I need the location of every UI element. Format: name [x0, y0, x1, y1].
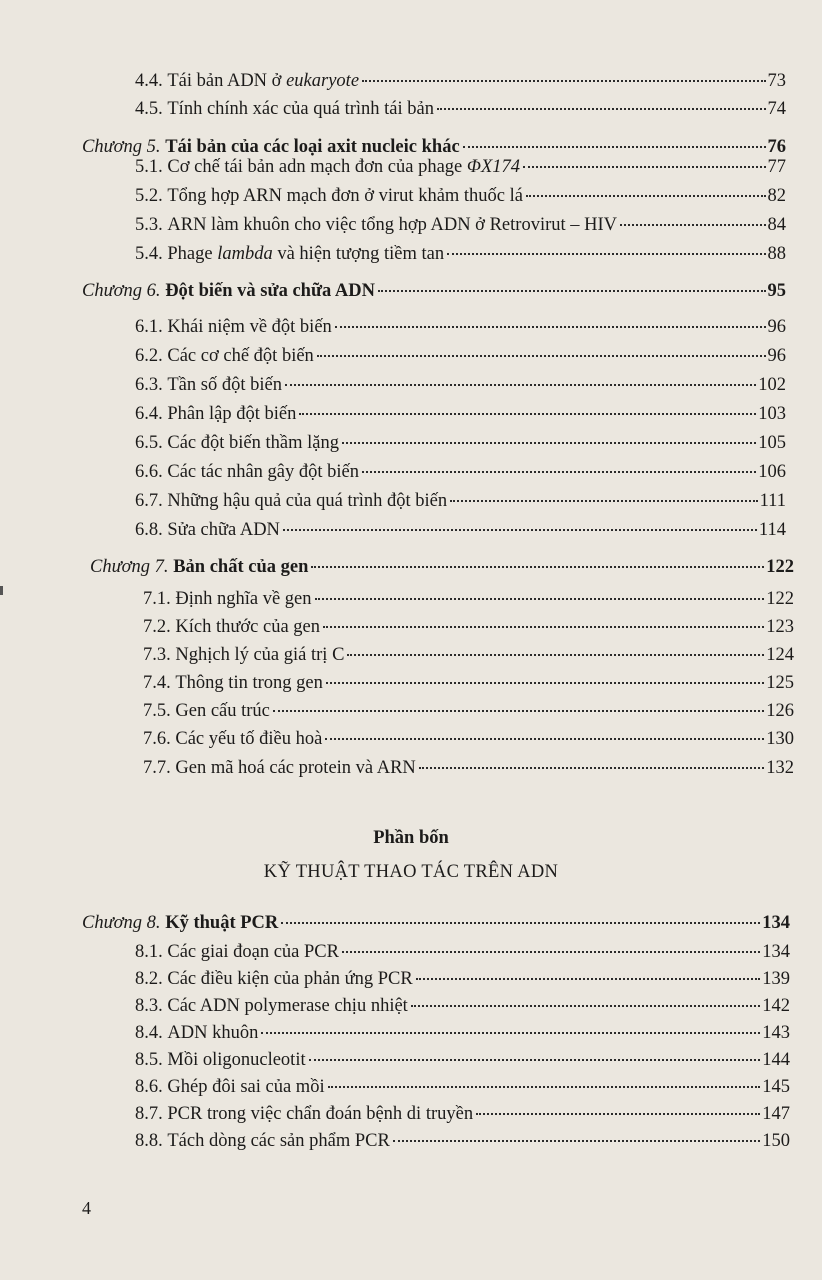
toc-page-number: 102: [758, 375, 786, 395]
toc-section-entry: [135, 519, 786, 541]
dot-leader: [463, 146, 766, 148]
toc-page-number: 77: [767, 157, 786, 177]
section-number: 8.2.: [135, 969, 163, 989]
toc-page-number: 96: [767, 346, 786, 366]
section-title: Các tác nhân gây đột biến: [167, 462, 359, 482]
toc-page-number: 132: [766, 758, 794, 778]
section-title: Tách dòng các sản phẩm PCR: [167, 1131, 390, 1151]
dot-leader: [362, 80, 765, 82]
chapter-label: Chương 6.: [82, 281, 161, 301]
section-number: 6.8.: [135, 520, 163, 540]
section-title: Phage: [167, 244, 218, 264]
chapter-label: Chương 5.: [82, 137, 161, 157]
toc-section-entry: [135, 185, 786, 207]
toc-section-entry: [143, 588, 794, 610]
section-number: 6.6.: [135, 462, 163, 482]
section-number: 6.4.: [135, 404, 163, 424]
section-title: Sửa chữa ADN: [167, 520, 280, 540]
chapter-label: Chương 8.: [82, 913, 161, 933]
section-title: Tần số đột biến: [167, 375, 282, 395]
toc-page-number: 76: [767, 137, 786, 157]
section-number: 6.1.: [135, 317, 163, 337]
section-number: 5.3.: [135, 215, 163, 235]
dot-leader: [309, 1059, 761, 1061]
dot-leader: [335, 326, 766, 328]
section-number: 7.2.: [143, 617, 171, 637]
section-title-emphasis: eukaryote: [286, 71, 360, 91]
section-title: PCR trong việc chẩn đoán bệnh di truyền: [167, 1104, 474, 1124]
section-title: Tính chính xác của quá trình tái bản: [167, 99, 434, 119]
toc-page-number: 114: [758, 520, 786, 540]
dot-leader: [476, 1113, 760, 1115]
section-number: 5.4.: [135, 244, 163, 264]
section-number: 8.8.: [135, 1131, 163, 1151]
toc-page-number: 82: [767, 186, 786, 206]
part-title: KỸ THUẬT THAO TÁC TRÊN ADN: [263, 862, 559, 882]
section-number: 8.5.: [135, 1050, 163, 1070]
section-number: 6.5.: [135, 433, 163, 453]
dot-leader: [378, 290, 766, 292]
section-title: Gen mã hoá các protein và ARN: [175, 758, 416, 778]
section-title: Khái niệm về đột biến: [167, 317, 332, 337]
dot-leader: [326, 682, 764, 684]
dot-leader: [416, 978, 761, 980]
toc-page-number: 142: [762, 996, 790, 1016]
section-title-emphasis: ΦX174: [466, 157, 521, 177]
chapter-title: Bản chất của gen: [173, 557, 309, 577]
section-title: Gen cấu trúc: [175, 701, 270, 721]
section-title: Phân lập đột biến: [167, 404, 297, 424]
toc-page-number: 84: [767, 215, 786, 235]
toc-section-entry: [135, 1022, 790, 1044]
toc-section-entry: [135, 1076, 790, 1098]
section-title: Tổng hợp ARN mạch đơn ở virut khảm thuốc lá: [167, 186, 523, 206]
toc-section-entry: [143, 672, 794, 694]
toc-section-entry: [135, 1049, 790, 1071]
section-title: Ghép đôi sai của mồi: [167, 1077, 325, 1097]
section-number: 8.6.: [135, 1077, 163, 1097]
dot-leader: [317, 355, 766, 357]
dot-leader: [315, 598, 765, 600]
toc-page-number: 111: [759, 491, 786, 511]
toc-section-entry: [135, 374, 786, 396]
dot-leader: [620, 224, 765, 226]
dot-leader: [347, 654, 764, 656]
toc-page-number: 134: [762, 942, 790, 962]
toc-section-entry: [143, 644, 794, 666]
toc-page-number: 130: [766, 729, 794, 749]
part-label: Phần bốn: [373, 828, 449, 848]
section-title-emphasis: lambda: [217, 244, 273, 264]
toc-section-entry: [135, 941, 790, 963]
toc-page-number: 124: [766, 645, 794, 665]
toc-section-entry: [135, 968, 790, 990]
section-number: 7.6.: [143, 729, 171, 749]
toc-page-number: 122: [766, 557, 794, 577]
dot-leader: [323, 626, 764, 628]
section-number: 7.1.: [143, 589, 171, 609]
toc-page-number: 150: [762, 1131, 790, 1151]
section-number: 7.5.: [143, 701, 171, 721]
section-title: Cơ chế tái bản adn mạch đơn của phage: [167, 157, 467, 177]
dot-leader: [328, 1086, 761, 1088]
section-title: Tái bản ADN ở: [167, 71, 287, 91]
dot-leader: [299, 413, 756, 415]
toc-chapter-entry: [82, 912, 790, 934]
toc-page-number: 74: [767, 99, 786, 119]
chapter-title: Kỹ thuật PCR: [165, 913, 279, 933]
toc-section-entry: [135, 461, 786, 483]
toc-section-entry: [135, 403, 786, 425]
dot-leader: [325, 738, 764, 740]
toc-page-number: 96: [767, 317, 786, 337]
section-title: Các giai đoạn của PCR: [167, 942, 339, 962]
toc-section-entry: [135, 995, 790, 1017]
toc-chapter-entry: [82, 136, 786, 158]
section-title: ADN khuôn: [167, 1023, 259, 1043]
section-number: 4.4.: [135, 71, 163, 91]
dot-leader: [283, 529, 757, 531]
section-title: Nghịch lý của giá trị C: [175, 645, 345, 665]
toc-page-number: 145: [762, 1077, 790, 1097]
toc-chapter-entry: [82, 280, 786, 302]
toc-page-number: 144: [762, 1050, 790, 1070]
dot-leader: [526, 195, 766, 197]
toc-page-number: 106: [758, 462, 786, 482]
section-title: Các điều kiện của phản ứng PCR: [167, 969, 413, 989]
dot-leader: [273, 710, 764, 712]
section-number: 7.7.: [143, 758, 171, 778]
toc-section-entry: [135, 316, 786, 338]
section-title: Kích thước của gen: [175, 617, 321, 637]
dot-leader: [450, 500, 757, 502]
dot-leader: [342, 442, 756, 444]
toc-page-number: 122: [766, 589, 794, 609]
section-title: Các cơ chế đột biến: [167, 346, 314, 366]
section-title: Những hậu quả của quá trình đột biến: [167, 491, 448, 511]
section-number: 7.4.: [143, 673, 171, 693]
toc-section-entry: [135, 214, 786, 236]
chapter-label: Chương 7.: [90, 557, 169, 577]
toc-section-entry: [135, 1130, 790, 1152]
section-number: 8.4.: [135, 1023, 163, 1043]
margin-mark: [0, 586, 3, 595]
toc-page-number: 134: [762, 913, 790, 933]
page-number: 4: [82, 1198, 91, 1218]
toc-section-entry: [135, 70, 786, 92]
dot-leader: [419, 767, 764, 769]
section-number: 8.3.: [135, 996, 163, 1016]
toc-section-entry: [135, 98, 786, 120]
toc-page-number: 143: [762, 1023, 790, 1043]
dot-leader: [342, 951, 760, 953]
section-number: 6.3.: [135, 375, 163, 395]
section-title: Các đột biến thầm lặng: [167, 433, 339, 453]
section-title: Các yếu tố điều hoà: [175, 729, 323, 749]
toc-section-entry: [143, 616, 794, 638]
section-number: 6.7.: [135, 491, 163, 511]
toc-section-entry: [135, 243, 786, 265]
toc-section-entry: [135, 156, 786, 178]
section-number: 4.5.: [135, 99, 163, 119]
toc-chapter-entry: [90, 556, 794, 578]
toc-page-number: 103: [758, 404, 786, 424]
section-title-tail: và hiện tượng tiềm tan: [272, 244, 445, 264]
section-number: 6.2.: [135, 346, 163, 366]
dot-leader: [411, 1005, 760, 1007]
dot-leader: [285, 384, 756, 386]
section-number: 5.1.: [135, 157, 163, 177]
dot-leader: [311, 566, 764, 568]
section-title: Các ADN polymerase chịu nhiệt: [167, 996, 408, 1016]
toc-section-entry: [135, 345, 786, 367]
toc-section-entry: [135, 490, 786, 512]
dot-leader: [447, 253, 765, 255]
section-number: 8.1.: [135, 942, 163, 962]
toc-section-entry: [143, 700, 794, 722]
dot-leader: [261, 1032, 760, 1034]
dot-leader: [523, 166, 765, 168]
toc-page-number: 126: [766, 701, 794, 721]
dot-leader: [281, 922, 760, 924]
toc-page-number: 147: [762, 1104, 790, 1124]
toc-page-number: 139: [762, 969, 790, 989]
toc-section-entry: [143, 757, 794, 779]
toc-page-number: 123: [766, 617, 794, 637]
toc-section-entry: [135, 432, 786, 454]
section-title: Mồi oligonucleotit: [167, 1050, 306, 1070]
chapter-title: Đột biến và sửa chữa ADN: [165, 281, 375, 301]
toc-page-number: 125: [766, 673, 794, 693]
toc-section-entry: [143, 728, 794, 750]
chapter-title: Tái bản của các loại axit nucleic khác: [165, 137, 460, 157]
dot-leader: [362, 471, 756, 473]
section-number: 5.2.: [135, 186, 163, 206]
toc-page-number: 105: [758, 433, 786, 453]
toc-page-number: 95: [767, 281, 786, 301]
section-title: ARN làm khuôn cho việc tổng hợp ADN ở Retrovirut – HIV: [167, 215, 618, 235]
toc-page-number: 88: [767, 244, 786, 264]
dot-leader: [437, 108, 766, 110]
toc-page-number: 73: [767, 71, 786, 91]
section-title: Thông tin trong gen: [175, 673, 323, 693]
section-number: 8.7.: [135, 1104, 163, 1124]
toc-section-entry: [135, 1103, 790, 1125]
section-title: Định nghĩa về gen: [175, 589, 312, 609]
dot-leader: [393, 1140, 760, 1142]
section-number: 7.3.: [143, 645, 171, 665]
